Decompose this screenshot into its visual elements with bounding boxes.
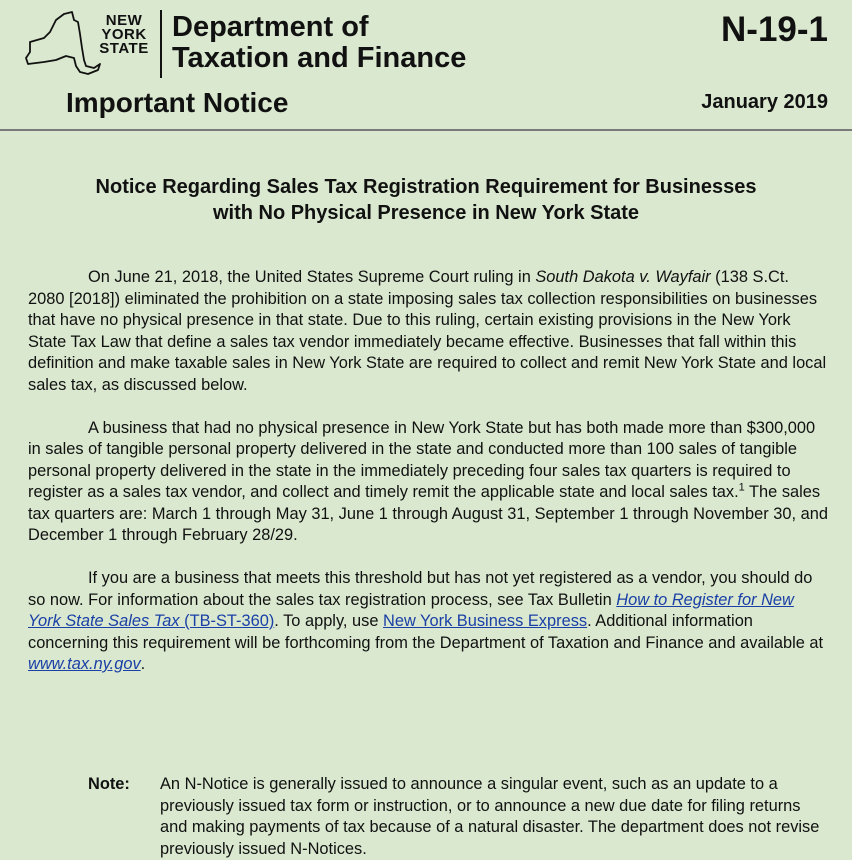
notice-header <box>0 0 852 130</box>
new-york-state-map-icon <box>20 8 102 82</box>
notice-title <box>20 174 832 226</box>
tax-bulletin-link-code: (TB-ST-360) <box>179 612 275 630</box>
notice-number: N-19-1 <box>721 10 828 49</box>
p3-text-2: . To apply, use <box>274 612 384 630</box>
department-line-2: Taxation and Finance <box>172 42 467 74</box>
footnote-marker: 1 <box>738 481 745 494</box>
paragraph-threshold <box>28 418 828 547</box>
state-word-state: STATE <box>99 40 149 57</box>
p2-text-1: A business that had no physical presence in New York State but has both made more than $300,000 in sales of tangible personal property delivered in the state and conducted more than 100 sales of tangible personal property delivered in the state in the immediately preceding four sales tax quarters is required to register as a sales tax vendor, and collect and timely remit the applicable state and local sales tax. <box>28 418 816 501</box>
state-word-new: NEW <box>105 12 143 29</box>
paragraph-registration <box>28 568 828 676</box>
tax-website-link[interactable] <box>28 655 141 673</box>
note-label: Note: <box>88 775 130 793</box>
notice-date: January 2019 <box>701 91 828 113</box>
department-name <box>172 12 466 74</box>
p1-text-2: (138 S.Ct. 2080 [2018]) eliminated the prohibition on a state imposing sales tax collection responsibilities on businesses that have no physical presence in that state. Due to this ruling, certain existing provisions in the New York State Tax Law that define a sales tax vendor immediately became effective. Businesses that fall within this definition and make taxable sales in New York State are required to collect and remit New York State and local sales tax, as discussed below. <box>28 268 827 394</box>
state-wordmark <box>96 14 152 56</box>
notice-type-heading: Important Notice <box>66 87 289 118</box>
case-name: South Dakota v. Wayfair <box>535 268 711 286</box>
p3-text-1: If you are a business that meets this threshold but has not yet registered as a vendor, you should do so now. For information about the sales tax registration process, see Tax Bulletin <box>28 569 813 609</box>
p3-text-4: . <box>140 655 146 673</box>
title-line-2: with No Physical Presence in New York State <box>212 202 640 224</box>
p1-text-1: On June 21, 2018, the United States Supreme Court ruling in <box>88 268 536 286</box>
p3-text-3: . Additional information concerning this requirement will be forthcoming from the Department of Taxation and Finance and available at <box>28 612 824 652</box>
header-rule <box>0 129 852 131</box>
logo-divider <box>160 10 162 78</box>
note-text: An N-Notice is generally issued to announce a singular event, such as an update to a previously issued tax form or instruction, or to announce a new due date for filing returns and making payments of tax because of a natural disaster. The department does not revise previously issued N-Notices. <box>160 775 820 858</box>
title-line-1: Notice Regarding Sales Tax Registration Requirement for Businesses <box>95 176 757 198</box>
department-line-1: Department of <box>172 11 369 43</box>
state-word-york: YORK <box>101 26 147 43</box>
tax-website-link-text: www.tax.ny.gov <box>28 655 141 673</box>
ny-business-express-link[interactable]: New York Business Express <box>383 612 588 630</box>
notice-body <box>28 267 828 697</box>
tax-bulletin-link-title: How to Register for New York State Sales Tax <box>28 590 794 630</box>
p2-text-2: The sales tax quarters are: March 1 through May 31, June 1 through August 31, September 1 through November 30, and December 1 through February 28/29. <box>28 483 828 544</box>
paragraph-wayfair-ruling <box>28 267 828 396</box>
